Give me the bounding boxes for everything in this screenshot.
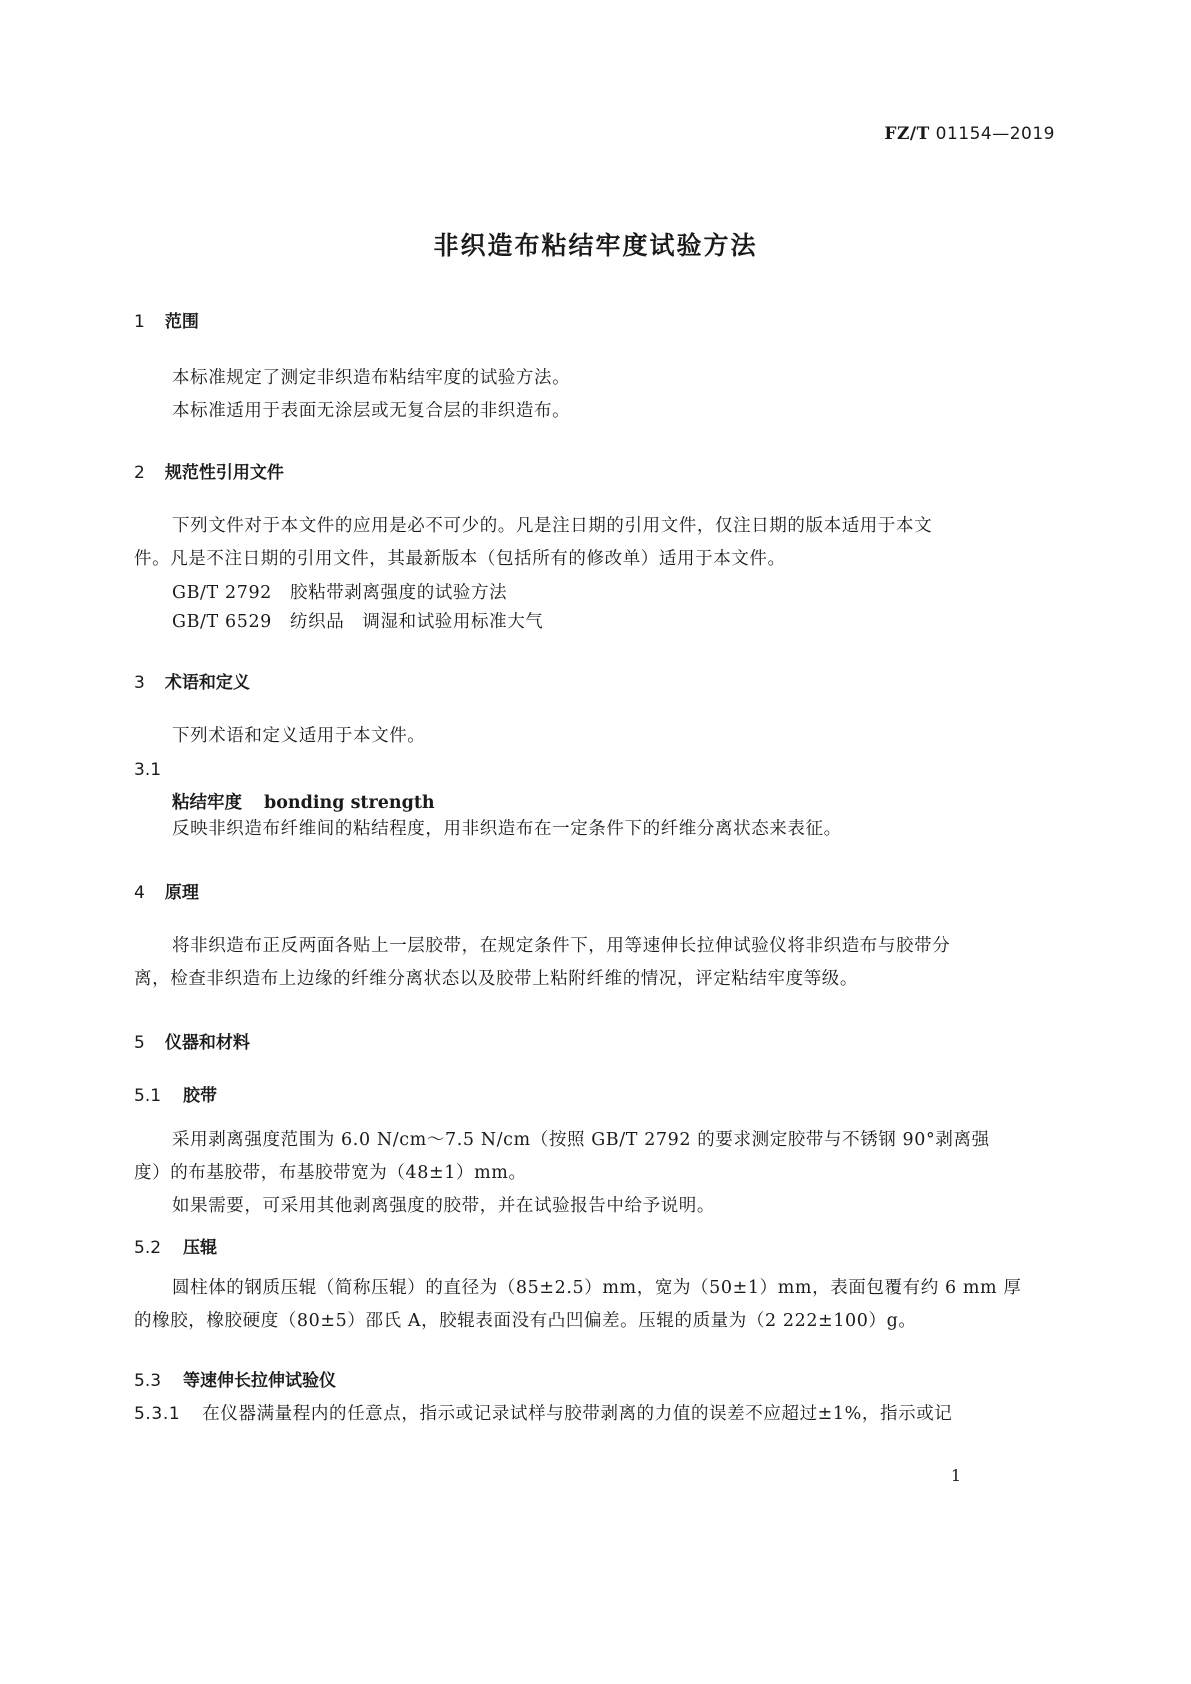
subsection-number: 5.1 [134, 1086, 162, 1106]
subsection-title: 胶带 [183, 1086, 218, 1106]
section-5-1-body [134, 1124, 1058, 1223]
paragraph-line: 本标准适用于表面无涂层或无复合层的非织造布。 [172, 401, 571, 421]
section-title: 范围 [164, 312, 199, 332]
section-5-2-body [134, 1272, 1058, 1338]
section-title: 规范性引用文件 [164, 463, 284, 483]
paragraph-line: 反映非织造布纤维间的粘结程度，用非织造布在一定条件下的纤维分离状态来表征。 [172, 819, 842, 839]
paragraph-line: 采用剥离强度范围为 6.0 N/cm～7.5 N/cm（按照 GB/T 2792 的要求测定胶带与不锈钢 90°剥离强 [172, 1130, 990, 1150]
standard-number-value: 01154—2019 [935, 124, 1055, 144]
subsection-number: 5.3 [134, 1371, 162, 1391]
paragraph-line: 件。凡是不注日期的引用文件，其最新版本（包括所有的修改单）适用于本文件。 [134, 549, 786, 569]
section-1-body [134, 362, 1058, 428]
paragraph-line: 下列文件对于本文件的应用是必不可少的。凡是注日期的引用文件，仅注日期的版本适用于本文 [172, 516, 933, 536]
paragraph-line: 将非织造布正反两面各贴上一层胶带，在规定条件下，用等速伸长拉伸试验仪将非织造布与胶带分 [172, 936, 951, 956]
section-5-3-1-clause [134, 1398, 1058, 1431]
section-1-heading [134, 307, 199, 332]
subsection-number: 5.2 [134, 1238, 162, 1258]
section-number: 5 [134, 1033, 145, 1053]
reference-code: GB/T 6529 [172, 612, 272, 632]
term-name-en: bonding strength [264, 793, 435, 813]
term-name [172, 789, 435, 814]
section-5-heading [134, 1028, 250, 1053]
document-title: 非织造布粘结牢度试验方法 [433, 231, 758, 260]
section-3-body [134, 720, 1058, 753]
paragraph-line: 本标准规定了测定非织造布粘结牢度的试验方法。 [172, 368, 571, 388]
subsection-title: 压辊 [183, 1238, 218, 1258]
section-4-body [134, 930, 1058, 996]
section-number: 1 [134, 312, 145, 332]
reference-title: 胶粘带剥离强度的试验方法 [290, 583, 508, 603]
section-title: 仪器和材料 [164, 1033, 250, 1053]
clause-number: 5.3.1 [134, 1404, 181, 1424]
term-number: 3.1 [134, 760, 162, 780]
reference-code: GB/T 2792 [172, 583, 272, 603]
section-5-1-heading [134, 1081, 217, 1106]
standard-number [884, 124, 1055, 144]
section-3-heading [134, 668, 250, 693]
paragraph-line: 度）的布基胶带，布基胶带宽为（48±1）mm。 [134, 1163, 527, 1183]
clause-text: 在仪器满量程内的任意点，指示或记录试样与胶带剥离的力值的误差不应超过±1%，指示或记 [202, 1404, 953, 1424]
page-number: 1 [950, 1466, 961, 1485]
section-number: 4 [134, 883, 145, 903]
section-number: 3 [134, 673, 145, 693]
section-5-2-heading [134, 1233, 217, 1258]
paragraph-line [134, 1398, 1058, 1431]
section-2-body [134, 510, 1058, 576]
term-definition [134, 813, 1058, 846]
subsection-title: 等速伸长拉伸试验仪 [183, 1371, 337, 1391]
reference-title: 纺织品 调湿和试验用标准大气 [290, 612, 544, 632]
normative-reference [172, 579, 507, 604]
section-4-heading [134, 878, 199, 903]
normative-reference [172, 608, 543, 633]
paragraph-line: 圆柱体的钢质压辊（简称压辊）的直径为（85±2.5）mm，宽为（50±1）mm，表面包覆有约 6 mm 厚 [172, 1278, 1022, 1298]
term-name-cn: 粘结牢度 [172, 793, 242, 813]
paragraph-line: 如果需要，可采用其他剥离强度的胶带，并在试验报告中给予说明。 [172, 1196, 715, 1216]
section-title: 原理 [164, 883, 199, 903]
standard-code: FZ/T [884, 124, 930, 144]
paragraph-line: 下列术语和定义适用于本文件。 [172, 726, 426, 746]
paragraph-line: 的橡胶，橡胶硬度（80±5）邵氏 A，胶辊表面没有凸凹偏差。压辊的质量为（2 222±100）g。 [134, 1311, 917, 1331]
section-2-heading [134, 458, 284, 483]
paragraph-line: 离，检查非织造布上边缘的纤维分离状态以及胶带上粘附纤维的情况，评定粘结牢度等级。 [134, 969, 858, 989]
section-title: 术语和定义 [164, 673, 250, 693]
section-number: 2 [134, 463, 145, 483]
section-5-3-heading [134, 1366, 336, 1391]
